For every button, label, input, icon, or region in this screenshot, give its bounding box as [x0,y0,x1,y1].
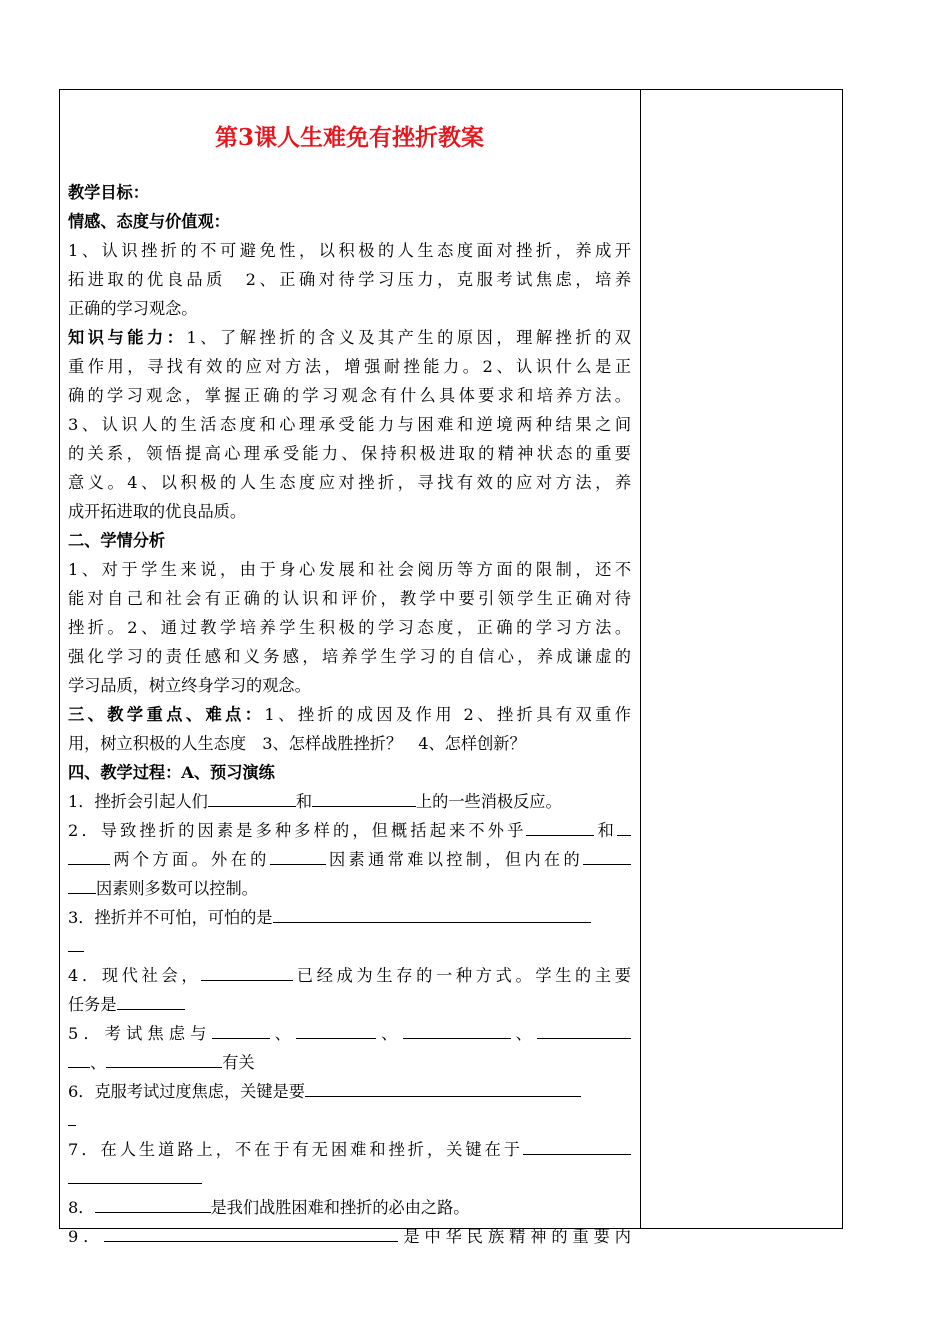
text-line [68,410,631,439]
text-run: 两个方面。外在的 [110,850,270,869]
text-line [68,1077,631,1106]
text-line [68,497,631,526]
text-run: 6．克服考试过度焦虑，关键是要 [68,1082,305,1101]
text-line [68,903,631,932]
text-run: 3．挫折并不可怕，可怕的是 [68,908,273,927]
text-run: 知识与能力： [68,328,187,347]
text-line [68,555,631,584]
text-run: 重作用，寻找有效的应对方法，增强耐挫能力。2、认识什么是正 [68,357,631,376]
text-line [68,207,631,236]
text-run: 学习品质，树立终身学习的观念。 [68,676,311,695]
text-line [68,352,631,381]
text-run: 三、教学重点、难点： [68,705,265,724]
text-line [68,845,631,874]
blank-underline [403,1022,511,1039]
text-run: 4．现代社会， [68,966,202,985]
blank-underline [305,1080,581,1097]
table-column-divider [640,89,641,1229]
text-run: 正确的学习观念。 [68,299,198,318]
text-run: 的关系，领悟提高心理承受能力、保持积极进取的精神状态的重要 [68,444,631,463]
text-line [68,874,631,903]
text-run: 拓进取的优良品质 2、正确对待学习压力，克服考试焦虑，培养 [68,270,631,289]
text-line [68,642,631,671]
text-run: 1、认识挫折的不可避免性，以积极的人生态度面对挫折，养成开 [68,241,631,260]
blank-underline [270,848,326,865]
blank-underline [523,1138,631,1155]
body-text [68,178,631,1251]
text-run: 和 [594,821,617,840]
blank-underline [273,906,591,923]
blank-underline [537,1022,631,1039]
text-line [68,584,631,613]
text-run: 因素通常难以控制，但内在的 [325,850,584,869]
text-run: 上的一些消极反应。 [416,792,562,811]
text-run: 1、对于学生来说，由于身心发展和社会阅历等方面的限制，还不 [68,560,631,579]
text-run: 教学目标： [68,183,149,202]
text-line [68,381,631,410]
text-line [68,961,631,990]
text-run: 四、教学过程：A、预习演练 [68,763,275,782]
text-line [68,178,631,207]
blank-underline [583,848,631,865]
text-run: 、 [269,1024,297,1043]
blank-underline [68,848,110,865]
text-run: 能对自己和社会有正确的认识和评价，教学中要引领学生正确对待 [68,589,631,608]
text-run: 、 [90,1053,107,1072]
text-run: 任务是 [68,995,117,1014]
text-run: 是中华民族精神的重要内 [398,1227,631,1246]
text-run: 有关 [222,1053,255,1072]
text-line [68,1193,631,1222]
text-run: 因素则多数可以控制。 [96,879,258,898]
text-run: 8． [68,1198,95,1217]
text-line [68,1135,631,1164]
text-line [68,700,631,729]
text-line [68,1222,631,1251]
text-run: 是我们战胜困难和挫折的必由之路。 [210,1198,470,1217]
blank-underline [312,790,416,807]
text-line [68,671,631,700]
text-line [68,816,631,845]
text-run: 3、认识人的生活态度和心理承受能力与困难和逆境两种结果之间 [68,415,631,434]
text-line [68,1106,631,1135]
text-run: 二、学情分析 [68,531,166,550]
blank-underline [104,1225,398,1242]
text-line [68,236,631,265]
text-run: 1、了解挫折的含义及其产生的原因，理解挫折的双 [186,328,631,347]
blank-underline [296,1022,376,1039]
blank-underline [526,819,594,836]
text-line [68,932,631,961]
text-run: 已经成为生存的一种方式。学生的主要 [293,966,631,985]
text-run: 成开拓进取的优良品质。 [68,502,247,521]
text-run: 意义。4、以积极的人生态度应对挫折，寻找有效的应对方法，养 [68,473,631,492]
text-run: 用，树立积极的人生态度 3、怎样战胜挫折？ 4、怎样创新？ [68,734,526,753]
text-line [68,1164,631,1193]
text-run: 确的学习观念，掌握正确的学习观念有什么具体要求和培养方法。 [68,386,631,405]
text-run: 2．导致挫折的因素是多种多样的，但概括起来不外乎 [68,821,527,840]
text-line [68,439,631,468]
main-cell-content [68,118,631,1251]
page-title: 第3课人生难免有挫折教案 [214,124,484,151]
text-line [68,1019,631,1048]
blank-underline [68,1051,90,1068]
text-line [68,787,631,816]
blank-underline [212,1022,270,1039]
blank-underline [68,1109,76,1126]
text-line [68,729,631,758]
text-line [68,294,631,323]
blank-underline [68,1167,202,1184]
text-run: 情感、态度与价值观： [68,212,230,231]
text-line [68,758,631,787]
text-run: 5．考试焦虑与 [68,1024,212,1043]
blank-underline [117,993,185,1010]
text-line [68,990,631,1019]
text-run: 和 [295,792,312,811]
text-run: 、 [510,1024,538,1043]
text-run: 挫折。2、通过教学培养学生积极的学习态度，正确的学习方法。 [68,618,631,637]
text-run: 、 [376,1024,403,1043]
blank-underline [68,877,96,894]
blank-underline [208,790,296,807]
blank-underline [617,819,631,836]
text-line [68,323,631,352]
text-run: 1．挫折会引起人们 [68,792,208,811]
text-run: 7．在人生道路上，不在于有无困难和挫折，关键在于 [68,1140,523,1159]
text-line [68,613,631,642]
text-run: 强化学习的责任感和义务感，培养学生学习的自信心，养成谦虚的 [68,647,631,666]
text-line [68,468,631,497]
text-line [68,265,631,294]
blank-underline [68,935,84,952]
text-run: 9． [68,1227,105,1246]
text-line [68,526,631,555]
blank-underline [95,1196,211,1213]
text-line [68,1048,631,1077]
blank-underline [106,1051,222,1068]
blank-underline [201,964,293,981]
text-run: 1、挫折的成因及作用 2、挫折具有双重作 [264,705,631,724]
